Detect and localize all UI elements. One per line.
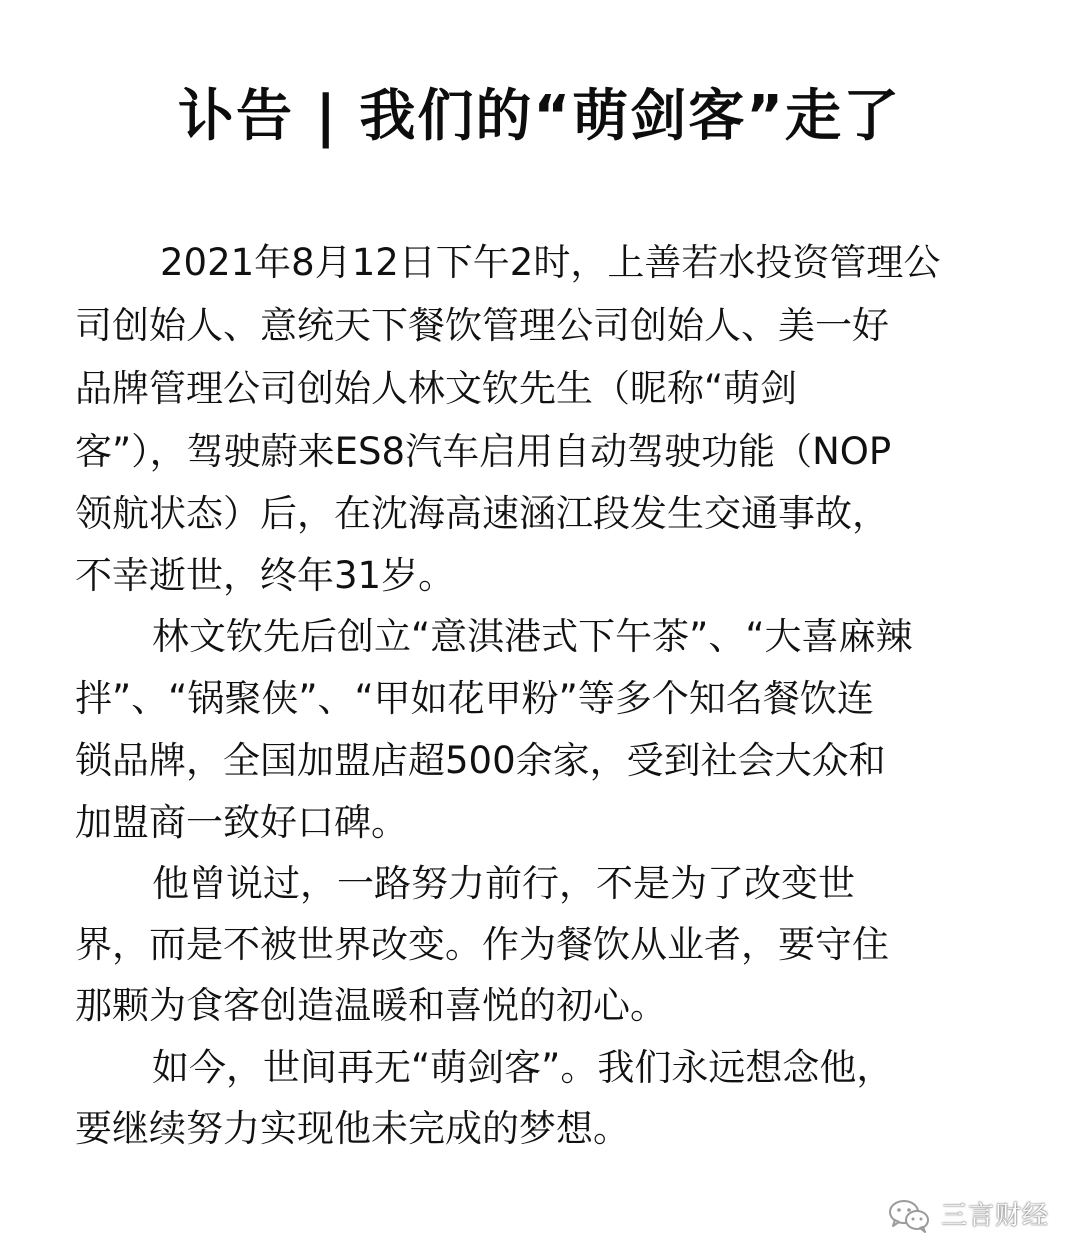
text-line xyxy=(0,975,1079,1037)
watermark-text: 三言财经 xyxy=(940,1201,1049,1231)
text-line xyxy=(0,730,1079,792)
text-line xyxy=(0,1098,1079,1160)
line-text: 他曾说过，一路努力前行，不是为了改变世 xyxy=(152,862,855,905)
text-line xyxy=(0,421,1079,483)
text-line xyxy=(0,295,1079,357)
line-text: 那颗为食客创造温暖和喜悦的初心。 xyxy=(75,984,667,1027)
text-line xyxy=(0,1037,1079,1099)
line-text: 司创始人、意统天下餐饮管理公司创始人、美一好 xyxy=(75,304,889,347)
line-text: 品牌管理公司创始人林文钦先生（昵称“萌剑 xyxy=(75,367,798,410)
text-line xyxy=(0,606,1079,668)
line-text: 林文钦先后创立“意淇港式下午茶”、“大喜麻辣 xyxy=(152,615,913,658)
line-text: 客”），驾驶蔚来ES8汽车启用自动驾驶功能（NOP xyxy=(75,430,892,473)
line-text: 界，而是不被世界改变。作为餐饮从业者，要守住 xyxy=(75,923,889,966)
page-title: 讣告 | 我们的“萌剑客”走了 xyxy=(177,84,902,149)
text-line xyxy=(0,358,1079,420)
line-text: 锁品牌，全国加盟店超500余家，受到社会大众和 xyxy=(75,739,886,782)
text-line xyxy=(0,232,1079,294)
line-text: 领航状态）后，在沈海高速涵江段发生交通事故， xyxy=(75,492,889,535)
text-line xyxy=(0,853,1079,915)
line-text: 要继续努力实现他未完成的梦想。 xyxy=(75,1107,630,1150)
line-text: 不幸逝世，终年31岁。 xyxy=(75,554,456,597)
line-text: 2021年8月12日下午2时，上善若水投资管理公 xyxy=(160,241,941,284)
line-text: 加盟商一致好口碑。 xyxy=(75,801,408,844)
watermark xyxy=(887,1192,1049,1240)
line-text: 拌”、“锅聚侠”、“甲如花甲粉”等多个知名餐饮连 xyxy=(75,677,874,720)
text-line xyxy=(0,545,1079,607)
text-line xyxy=(0,483,1079,545)
line-text: 如今，世间再无“萌剑客”。我们永远想念他， xyxy=(152,1046,894,1089)
wechat-icon xyxy=(887,1198,931,1234)
text-line xyxy=(0,792,1079,854)
text-line xyxy=(0,668,1079,730)
text-line xyxy=(0,914,1079,976)
